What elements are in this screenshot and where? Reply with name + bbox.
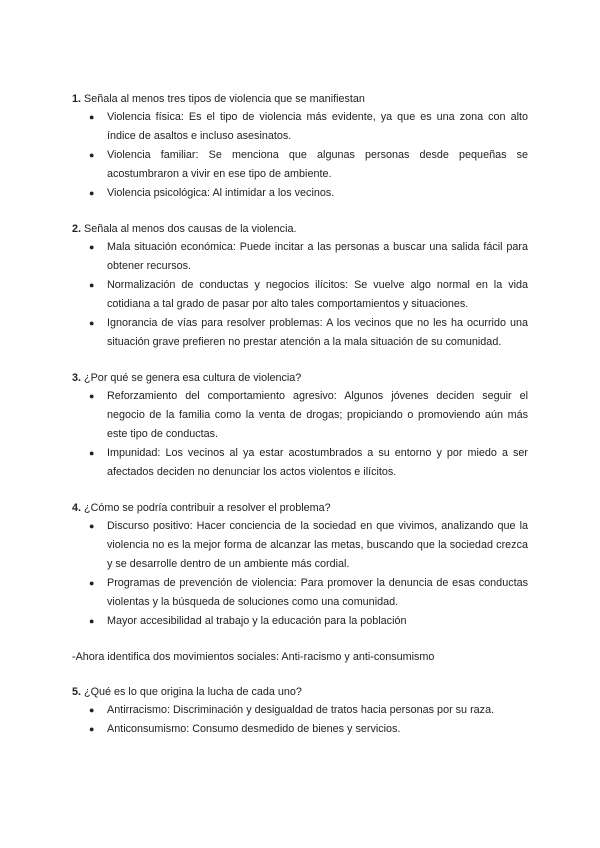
answer-list (72, 701, 528, 739)
question-text: ¿Qué es lo que origina la lucha de cada uno? (84, 686, 302, 698)
list-item (72, 720, 528, 739)
list-item-text: Ignorancia de vías para resolver problemas: A los vecinos que no les ha ocurrido una situación grave prefieren no prestar atención a la mala situación de su comunidad. (107, 317, 528, 348)
bullet-icon: ● (89, 242, 95, 252)
question-heading (72, 90, 528, 108)
question-section-2 (72, 220, 528, 352)
question-number: 4. (72, 502, 82, 514)
answer-list (72, 517, 528, 631)
list-item-text: Violencia psicológica: Al intimidar a los vecinos. (107, 187, 335, 199)
list-item (72, 184, 528, 203)
list-item (72, 238, 528, 276)
list-item-text: Impunidad: Los vecinos al ya estar acostumbrados a su entorno y por miedo a ser afectados deciden no denunciar los actos violentos e ilícitos. (107, 447, 528, 478)
bullet-icon: ● (89, 188, 95, 198)
question-number: 5. (72, 686, 82, 698)
question-heading (72, 220, 528, 238)
list-item (72, 276, 528, 314)
list-item (72, 444, 528, 482)
list-item (72, 701, 528, 720)
question-number: 2. (72, 223, 82, 235)
question-section-5 (72, 683, 528, 739)
bullet-icon: ● (89, 705, 95, 715)
bullet-icon: ● (89, 112, 95, 122)
question-text: Señala al menos tres tipos de violencia que se manifiestan (84, 93, 365, 105)
list-item (72, 146, 528, 184)
bullet-icon: ● (89, 318, 95, 328)
question-section-3 (72, 369, 528, 482)
bullet-icon: ● (89, 280, 95, 290)
answer-list (72, 387, 528, 482)
bullet-icon: ● (89, 578, 95, 588)
list-item (72, 517, 528, 574)
question-text: ¿Por qué se genera esa cultura de violencia? (84, 372, 302, 384)
list-item (72, 108, 528, 146)
list-item-text: Mayor accesibilidad al trabajo y la educación para la población (107, 615, 407, 627)
question-section-4 (72, 499, 528, 631)
question-section-1 (72, 90, 528, 203)
question-number: 1. (72, 93, 82, 105)
list-item-text: Mala situación económica: Puede incitar a las personas a buscar una salida fácil para obtener recursos. (107, 241, 528, 272)
bullet-icon: ● (89, 150, 95, 160)
list-item-text: Antirracismo: Discriminación y desigualdad de tratos hacia personas por su raza. (107, 704, 495, 716)
list-item (72, 387, 528, 444)
bullet-icon: ● (89, 521, 95, 531)
question-heading (72, 683, 528, 701)
question-text: ¿Cómo se podría contribuir a resolver el problema? (84, 502, 331, 514)
list-item (72, 314, 528, 352)
list-item-text: Normalización de conductas y negocios ilícitos: Se vuelve algo normal en la vida cotidiana a tal grado de pasar por alto tales comportamientos y situaciones. (107, 279, 528, 310)
list-item (72, 612, 528, 631)
list-item-text: Reforzamiento del comportamiento agresivo: Algunos jóvenes deciden seguir el negocio de la familia como la venta de drogas; propiciando o promoviendo aún más este tipo de conductas. (107, 390, 528, 440)
question-heading (72, 499, 528, 517)
list-item (72, 574, 528, 612)
bullet-icon: ● (89, 616, 95, 626)
list-item-text: Violencia familiar: Se menciona que algunas personas desde pequeñas se acostumbraron a vivir en ese tipo de ambiente. (107, 149, 528, 180)
list-item-text: Discurso positivo: Hacer conciencia de la sociedad en que vivimos, analizando que la violencia no es la mejor forma de alcanzar las metas, buscando que la sociedad crezca y se desarrolle dentro de un ambiente más cordial. (107, 520, 528, 570)
bullet-icon: ● (89, 448, 95, 458)
bullet-icon: ● (89, 724, 95, 734)
question-number: 3. (72, 372, 82, 384)
list-item-text: Programas de prevención de violencia: Para promover la denuncia de esas conductas violentas y la búsqueda de soluciones como una comunidad. (107, 577, 528, 608)
bullet-icon: ● (89, 391, 95, 401)
list-item-text: Violencia física: Es el tipo de violencia más evidente, ya que es una zona con alto índice de asaltos e incluso asesinatos. (107, 111, 528, 142)
question-text: Señala al menos dos causas de la violencia. (84, 223, 297, 235)
answer-list (72, 238, 528, 352)
answer-list (72, 108, 528, 203)
movements-line: -Ahora identifica dos movimientos sociales: Anti-racismo y anti-consumismo (72, 651, 435, 663)
document-content (72, 90, 528, 756)
list-item-text: Anticonsumismo: Consumo desmedido de bienes y servicios. (107, 723, 401, 735)
question-heading (72, 369, 528, 387)
